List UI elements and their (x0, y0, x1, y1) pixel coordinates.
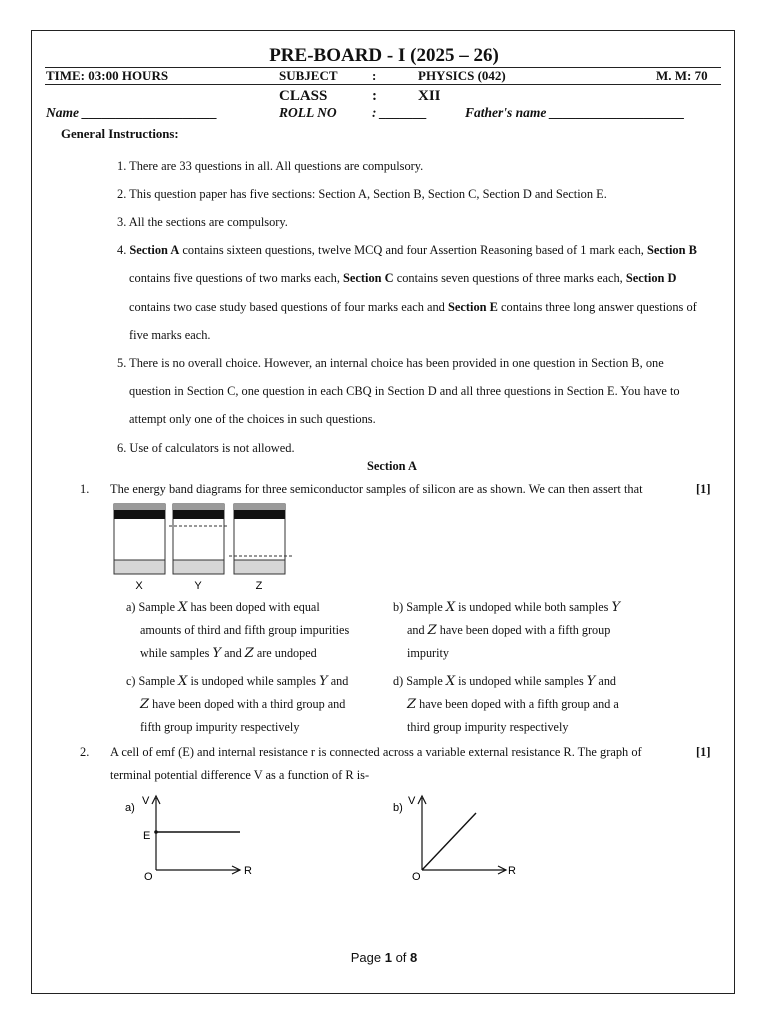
label-z: Z (255, 580, 263, 592)
graph-b-y-label: V (408, 795, 416, 807)
conduction-band-x-dark (114, 510, 165, 519)
graph-a-e-label: E (143, 830, 151, 842)
instruction-5-line-2: question in Section C, one question in each CBQ in Section D and all three questions in Section E. You have to (129, 384, 680, 398)
label-x: X (135, 580, 143, 592)
instruction-5-line-1: 5. There is no overall choice. However, an internal choice has been provided in one question in Section B, one (117, 356, 664, 370)
instruction-4-line-4: five marks each. (129, 328, 211, 342)
graph-b-x-label: R (508, 865, 516, 877)
option-1c-line-1: c) Sample X is undoped while samples Y and (126, 674, 349, 689)
name-field: Name ____________________ (46, 105, 218, 120)
question-1-marks: [1] (696, 482, 711, 496)
graph-b-origin: O (412, 871, 421, 883)
conduction-band-y (173, 504, 224, 510)
max-marks: M. M: 70 (656, 68, 708, 83)
graph-a-label: a) (125, 802, 135, 814)
conduction-band-z (234, 504, 285, 510)
option-1d-line-1: d) Sample X is undoped while samples Y and (393, 674, 617, 689)
graph-option-a (120, 790, 260, 885)
general-instructions-heading: General Instructions: (61, 127, 179, 141)
roll-no-label: ROLL NO (279, 105, 337, 120)
question-1-number: 1. (80, 482, 90, 496)
conduction-band-x (114, 504, 165, 510)
question-2-marks: [1] (696, 745, 711, 759)
father-name-field: Father's name ____________________ (465, 105, 685, 120)
conduction-band-z-dark (234, 510, 285, 519)
option-1c-line-3: fifth group impurity respectively (140, 720, 300, 734)
option-1a-line-1: a) Sample X has been doped with equal (126, 600, 320, 615)
option-1a-line-3: while samples Y and Z are undoped (140, 646, 317, 661)
instruction-4-line-3: contains two case study based questions of four marks each and Section E contains three long answer questions of (129, 300, 697, 314)
instruction-4-line-2: contains five questions of two marks each, Section C contains seven questions of three marks each, Section D (129, 271, 677, 285)
label-y: Y (194, 580, 202, 592)
option-1b-line-2: and Z have been doped with a fifth group (407, 623, 611, 638)
valence-band-z (234, 560, 285, 574)
page-footer: Page 1 of 8 (350, 950, 418, 965)
conduction-band-y-dark (173, 510, 224, 519)
class-label: CLASS (279, 88, 328, 104)
header-rule-bottom (45, 84, 721, 85)
graph-b-curve (422, 813, 476, 870)
instruction-5-line-3: attempt only one of the choices in such questions. (129, 412, 376, 426)
option-1c-line-2: Z have been doped with a third group and (140, 697, 346, 712)
graph-a-origin: O (144, 871, 153, 883)
section-a-heading: Section A (367, 459, 417, 473)
instruction-3: 3. All the sections are compulsory. (117, 215, 288, 229)
option-1b-line-1: b) Sample X is undoped while both samples Y (393, 600, 621, 615)
graph-b-label: b) (393, 802, 403, 814)
time-allowed: TIME: 03:00 HOURS (46, 68, 169, 83)
subject-label: SUBJECT (279, 68, 338, 83)
graph-option-b (388, 790, 528, 885)
valence-band-y (173, 560, 224, 574)
roll-no-field: : _______ (372, 105, 428, 120)
subject-value: PHYSICS (042) (418, 68, 506, 83)
graph-a-y-label: V (142, 795, 150, 807)
instruction-4-line-1: 4. Section A contains sixteen questions, twelve MCQ and four Assertion Reasoning based of 1 mark each, Section B (117, 243, 697, 257)
option-1d-line-2: Z have been doped with a fifth group and a (407, 697, 619, 712)
question-2-number: 2. (80, 745, 90, 759)
energy-band-diagram (108, 500, 298, 596)
instruction-6: 6. Use of calculators is not allowed. (117, 441, 295, 455)
option-1b-line-3: impurity (407, 646, 449, 660)
instruction-2: 2. This question paper has five sections: Section A, Section B, Section C, Section D and Section E. (117, 187, 607, 201)
question-2-line-2: terminal potential difference V as a function of R is- (110, 768, 370, 782)
graph-a-x-label: R (244, 865, 252, 877)
question-2-line-1: A cell of emf (E) and internal resistance r is connected across a variable external resistance R. The graph of (110, 745, 642, 759)
subject-colon: : (372, 68, 377, 83)
graph-a-e-point (154, 830, 158, 834)
paper-title: PRE-BOARD - I (2025 – 26) (269, 45, 499, 66)
instruction-1: 1. There are 33 questions in all. All questions are compulsory. (117, 159, 424, 173)
option-1a-line-2: amounts of third and fifth group impurities (140, 623, 350, 637)
class-value: XII (418, 88, 441, 104)
option-1d-line-3: third group impurity respectively (407, 720, 569, 734)
valence-band-x (114, 560, 165, 574)
class-colon: : (372, 88, 377, 104)
question-1-text: The energy band diagrams for three semiconductor samples of silicon are as shown. We can then assert that (110, 482, 643, 496)
